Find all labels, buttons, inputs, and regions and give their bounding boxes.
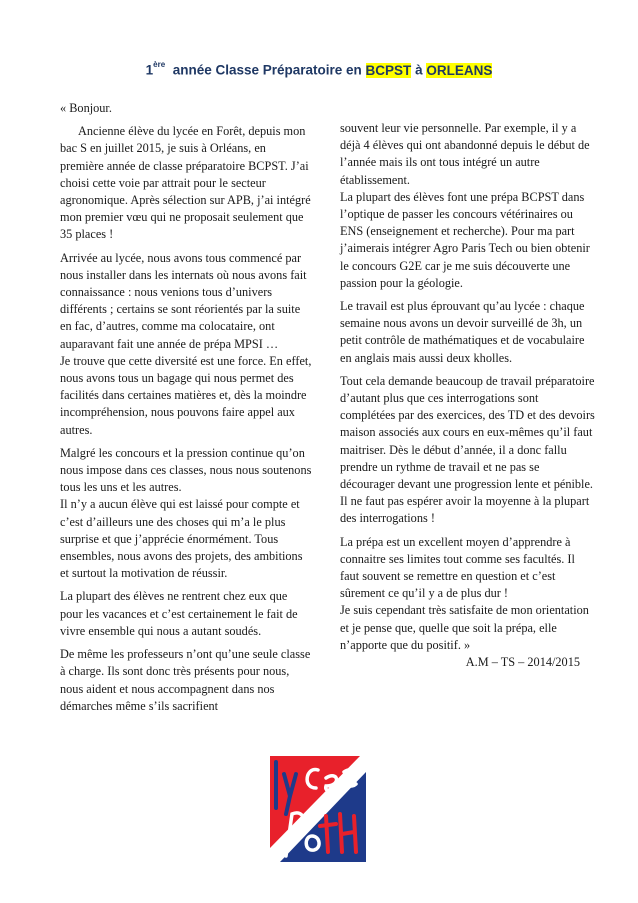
paragraph: Ancienne élève du lycée en Forêt, depuis mon bac S en juillet 2015, je suis à Orléans, en première année de classe préparatoire BCPST. J’ai choisi cette voie par attrait pour le secteur agronomique. Après sélection sur APB, j’ai intégré mon premier vœu qui ne proposait seulement que 35 places ! (60, 124, 311, 242)
title-superscript: ère (153, 60, 166, 69)
paragraph: Arrivée au lycée, nous avons tous commencé par nous installer dans les internats où nous avons fait connaissance : nous venions tous d’univers différents ; certains se sont réorientés par la suite en fac, d’autres, comme ma colocataire, ont auparavant fait une année de prépa MPSI … (60, 250, 307, 351)
title-text: année Classe Préparatoire en (172, 62, 366, 78)
paragraph: La prépa est un excellent moyen d’apprendre à connaitre ses limites tout comme ses facultés. Il faut souvent se remettre en question et c’est sûrement ce qu’il y a de plus dur ! (340, 534, 575, 601)
paragraph: souvent leur vie personnelle. Par exemple, il y a déjà 4 élèves qui ont abandonné depuis le début de l’année mais ils ont tous intégré un autre établissement. (340, 121, 590, 187)
paragraph: Il n’y a aucun élève qui est laissé pour compte et c’est d’ailleurs une des choses qui m’a le plus surprise et que j’apprécie énormément. Tous ensembles, nous avons des projets, des ambitions et surtout la motivation de réussir. (60, 497, 303, 581)
title-middle: à (411, 62, 427, 78)
lycee-pothier-logo-icon (262, 752, 372, 866)
paragraph: Il ne faut pas espérer avoir la moyenne à la plupart des interrogations ! (340, 494, 590, 526)
signature: A.M – TS – 2014/2015 (465, 655, 580, 670)
paragraph: La plupart des élèves ne rentrent chez eux que pour les vacances et c’est certainement le fait de vivre ensemble qui nous a autant soudés. (60, 589, 298, 638)
title-bcpst-highlight: BCPST (365, 62, 412, 78)
paragraph: Tout cela demande beaucoup de travail préparatoire d’autant plus que ces interrogations sont complétées par des exercices, des TD et des devoirs maison associés aux cours en eux-mêmes qu’il faut maitriser. Dès le début d’année, il a donc fallu prendre un rythme de travail et ne pas se décourager devant une progression lente et pénible. (340, 373, 595, 492)
paragraph: Malgré les concours et la pression continue qu’on nous impose dans ces classes, nous nous soutenons tous les uns et les autres. (60, 445, 312, 495)
title-number: 1 (145, 62, 154, 78)
right-column (340, 120, 596, 677)
greeting: « Bonjour. (60, 101, 112, 115)
paragraph: La plupart des élèves font une prépa BCPST dans l’optique de passer les concours vétérinaires ou ENS (enseignement et recherche). Pour ma part j’aimerais intégrer Agro Paris Tech ou bien obtenir le concours G2E car je me suis découverte une passion pour la géologie. (340, 189, 590, 290)
paragraph: Je trouve que cette diversité est une force. En effet, nous avons tous un bagage qui nous permet des facilités dans certaines matières et, dès la moindre incompréhension, nous pouvons faire appel aux autres. (60, 353, 312, 437)
paragraph: Le travail est plus éprouvant qu’au lycée : chaque semaine nous avons un devoir surveillé de 3h, un petit contrôle de mathématiques et de vocabulaire en anglais mais aussi deux kholles. (340, 299, 585, 365)
paragraph: De même les professeurs n’ont qu’une seule classe à charge. Ils sont donc très présents pour nous, nous aident et nous accompagnent dans nos démarches même s’ils sacrifient (60, 647, 311, 713)
paragraph: Je suis cependant très satisfaite de mon orientation et je pense que, quelle que soit la prépa, elle n’apporte que du positif. » (340, 603, 589, 652)
page-title (0, 62, 638, 78)
title-city-highlight: ORLEANS (426, 62, 493, 78)
left-column (60, 100, 312, 721)
